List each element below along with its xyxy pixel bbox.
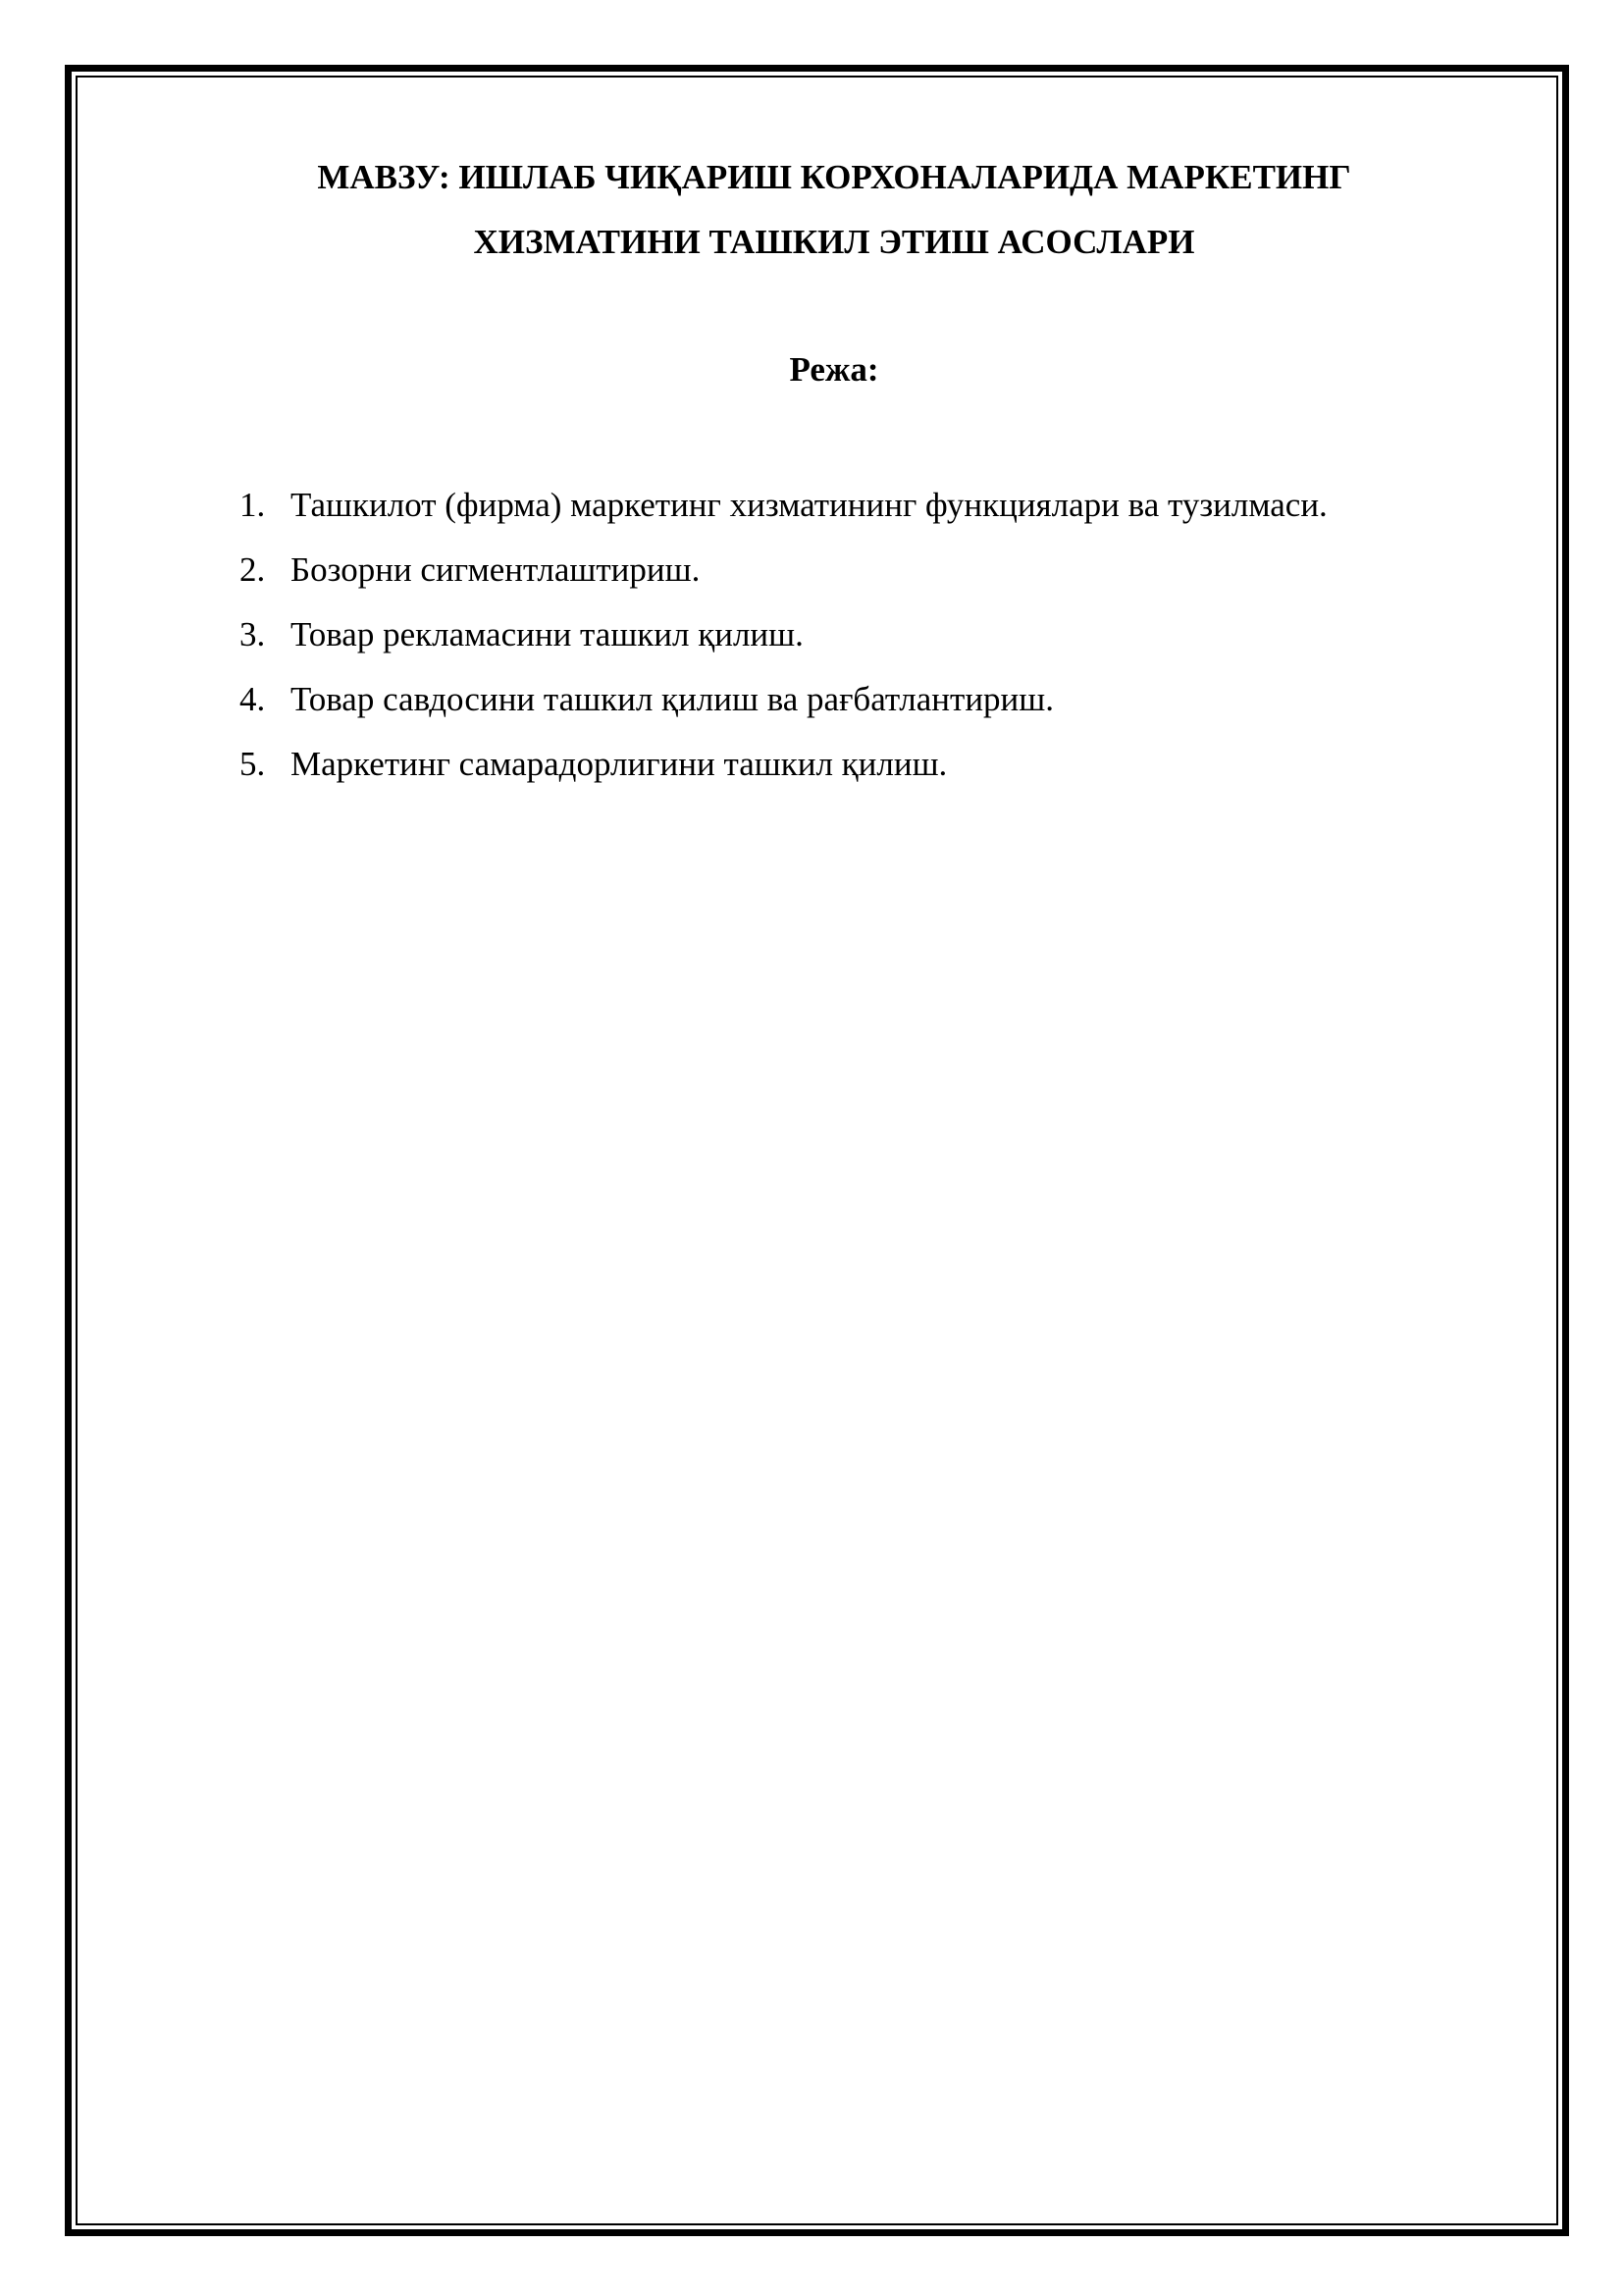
plan-item [239,740,1515,805]
plan-item-text: Товар савдосини ташкил қилиш ва рағбатлантириш. [290,680,1054,718]
plan-item-text: Товар рекламасини ташкил қилиш. [290,615,804,653]
page-border-inner [76,76,1558,2225]
plan-item-text: Бозорни сигментлаштириш. [290,550,701,589]
plan-item [239,481,1515,546]
plan-list [239,481,1515,805]
plan-item-number: 1. [239,486,266,524]
plan-heading: Режа: [789,350,879,389]
document-title [157,145,1511,275]
plan-item [239,610,1515,675]
plan-item-number: 4. [239,680,266,718]
title-line-2: ХИЗМАТИНИ ТАШКИЛ ЭТИШ АСОСЛАРИ [473,223,1195,261]
plan-item-number: 2. [239,550,266,589]
plan-item [239,675,1515,740]
plan-item-number: 5. [239,745,266,783]
plan-item-text: Маркетинг самарадорлигини ташкил қилиш. [290,745,948,783]
plan-item-text: Ташкилот (фирма) маркетинг хизматининг функциялари ва тузилмаси. [290,486,1328,524]
title-line-1: МАВЗУ: ИШЛАБ ЧИҚАРИШ КОРХОНАЛАРИДА МАРКЕТИНГ [317,158,1351,196]
plan-item-number: 3. [239,615,266,653]
plan-item [239,546,1515,610]
